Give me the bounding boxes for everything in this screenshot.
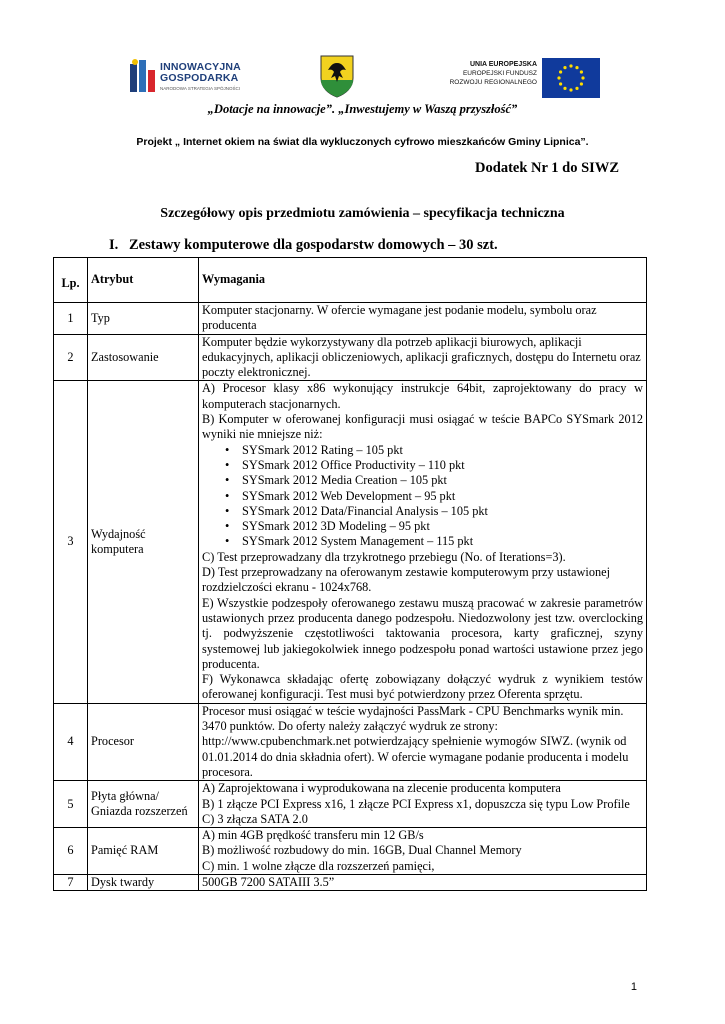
req-a: A) Procesor klasy x86 wykonujący instrukcje 64bit, zaprojektowany do pracy w komputerach stacjonarnych. <box>202 381 643 411</box>
header-attr: Atrybut <box>88 258 199 303</box>
logo-left-line1: INNOWACYJNA <box>160 61 241 73</box>
table-row <box>54 781 647 828</box>
row-attr: Płyta główna/ Gniazda rozszerzeń <box>88 781 199 828</box>
table-row <box>54 703 647 780</box>
list-item: • SYSmark 2012 Web Development – 95 pkt <box>242 489 643 504</box>
list-item: • SYSmark 2012 Media Creation – 105 pkt <box>242 473 643 488</box>
document-title: Szczegółowy opis przedmiotu zamówienia – specyfikacja techniczna <box>160 206 565 221</box>
innowacyjna-gospodarka-logo <box>127 56 239 98</box>
header-req: Wymagania <box>199 258 647 303</box>
list-item: • SYSmark 2012 Office Productivity – 110 pkt <box>242 458 643 473</box>
section-number: I. <box>109 237 119 253</box>
specification-table <box>53 257 647 891</box>
req-a: A) Zaprojektowana i wyprodukowana na zlecenie producenta komputera <box>202 781 561 796</box>
list-item: • SYSmark 2012 3D Modeling – 95 pkt <box>242 519 643 534</box>
req-a: A) min 4GB prędkość transferu min 12 GB/s <box>202 828 424 843</box>
req-b: B) 1 złącze PCI Express x16, 1 złącze PCI Express x1, dopuszcza się typu Low Profile <box>202 796 630 811</box>
req-c: C) Test przeprowadzany dla trzykrotnego przebiegu (No. of Iterations=3). <box>202 549 566 564</box>
eu-flag-icon <box>542 58 600 98</box>
row-lp: 5 <box>54 781 88 828</box>
row-req: 500GB 7200 SATAIII 3.5” <box>199 874 647 890</box>
row-lp: 2 <box>54 334 88 381</box>
eu-logo-line2: EUROPEJSKI FUNDUSZ <box>462 70 537 77</box>
req-b: B) możliwość rozbudowy do min. 16GB, Dual Channel Memory <box>202 843 522 858</box>
table-row <box>54 334 647 381</box>
logo-left-line2: GOSPODARKA <box>160 72 239 84</box>
req-b: B) Komputer w oferowanej konfiguracji musi osiągać w teście BAPCo SYSmark 2012 wyniki nie mniejsze niż: <box>202 412 643 442</box>
list-item: • SYSmark 2012 System Management – 115 pkt <box>242 534 643 549</box>
row-req: Komputer stacjonarny. W ofercie wymagane jest podanie modelu, symbolu oraz producenta <box>199 303 647 335</box>
eu-erdf-logo <box>440 57 600 99</box>
req-c: C) min. 1 wolne złącze dla rozszerzeń pamięci, <box>202 858 435 873</box>
row-req <box>199 381 647 703</box>
eu-logo-line1: UNIA EUROPEJSKA <box>469 61 537 68</box>
table-header-row <box>54 258 647 303</box>
annex-label: Dodatek Nr 1 do SIWZ <box>475 160 619 176</box>
req-d: D) Test przeprowadzany na oferowanym zestawie komputerowym przy ustawionej rozdzielczości ekranu - 1024x768. <box>202 565 610 595</box>
row-lp: 3 <box>54 381 88 703</box>
section-text: Zestawy komputerowe dla gospodarstw domowych – 30 szt. <box>129 237 498 253</box>
row-lp: 7 <box>54 874 88 890</box>
row-lp: 1 <box>54 303 88 335</box>
row-attr: Dysk twardy <box>88 874 199 890</box>
row-req: Komputer będzie wykorzystywany dla potrzeb aplikacji biurowych, aplikacji edukacyjnych, aplikacji obliczeniowych, aplikacji graficznych, dostępu do Internetu oraz poczty elektronicznej. <box>199 334 647 381</box>
row-attr: Wydajność komputera <box>88 381 199 703</box>
project-title: Projekt „ Internet okiem na świat dla wykluczonych cyfrowo mieszkańców Gminy Lipnica”. <box>136 136 589 148</box>
row-req <box>199 828 647 875</box>
innovative-economy-icon <box>127 58 157 94</box>
row-attr: Pamięć RAM <box>88 828 199 875</box>
req-f: F) Wykonawca składając ofertę zobowiązany dołączyć wydruk z wynikiem testów oferowanej konfiguracji. Test musi być potwierdzony przez Oferenta sprzętu. <box>202 672 643 702</box>
motto: „Dotacje na innowacje”. „Inwestujemy w Waszą przyszłość” <box>207 102 518 116</box>
table-row <box>54 828 647 875</box>
row-lp: 4 <box>54 703 88 780</box>
row-req: Procesor musi osiągać w teście wydajności PassMark - CPU Benchmarks wynik min. 3470 punktów. Do oferty należy załączyć wydruk ze strony: http://www.cpubenchmark.net potwierdzający spełnienie wymogów SIWZ. (wynik od 01.01.2014 do dnia składnia ofert). W ofercie wymagane podanie producenta i modelu procesora. <box>199 703 647 780</box>
row-attr: Zastosowanie <box>88 334 199 381</box>
logo-left-line3: NARODOWA STRATEGIA SPÓJNOŚCI <box>160 86 241 91</box>
row-attr: Procesor <box>88 703 199 780</box>
header-lp: Lp. <box>54 258 88 303</box>
table-row <box>54 381 647 703</box>
county-coat-of-arms-icon <box>318 54 356 98</box>
req-e: E) Wszystkie podzespoły oferowanego zestawu muszą pracować w zakresie parametrów ustawionych przez producenta danego podzespołu. Niedozwolony jest tzw. overclocking tj. podwyższenie częstotliwości taktowania procesora, karty graficznej, szyny systemowej lub jakiegokolwiek innego podzespołu ponad wartości ustawione przez jego producenta. <box>202 595 643 671</box>
sysmark-list <box>202 443 643 550</box>
row-attr: Typ <box>88 303 199 335</box>
req-c: C) 3 złącza SATA 2.0 <box>202 811 308 826</box>
page-number: 1 <box>630 981 637 993</box>
row-req <box>199 781 647 828</box>
row-lp: 6 <box>54 828 88 875</box>
eu-logo-line3: ROZWOJU REGIONALNEGO <box>449 79 537 86</box>
table-row <box>54 874 647 890</box>
table-row <box>54 303 647 335</box>
list-item: • SYSmark 2012 Data/Financial Analysis – 105 pkt <box>242 504 643 519</box>
section-heading <box>109 237 498 254</box>
list-item: • SYSmark 2012 Rating – 105 pkt <box>242 443 643 458</box>
